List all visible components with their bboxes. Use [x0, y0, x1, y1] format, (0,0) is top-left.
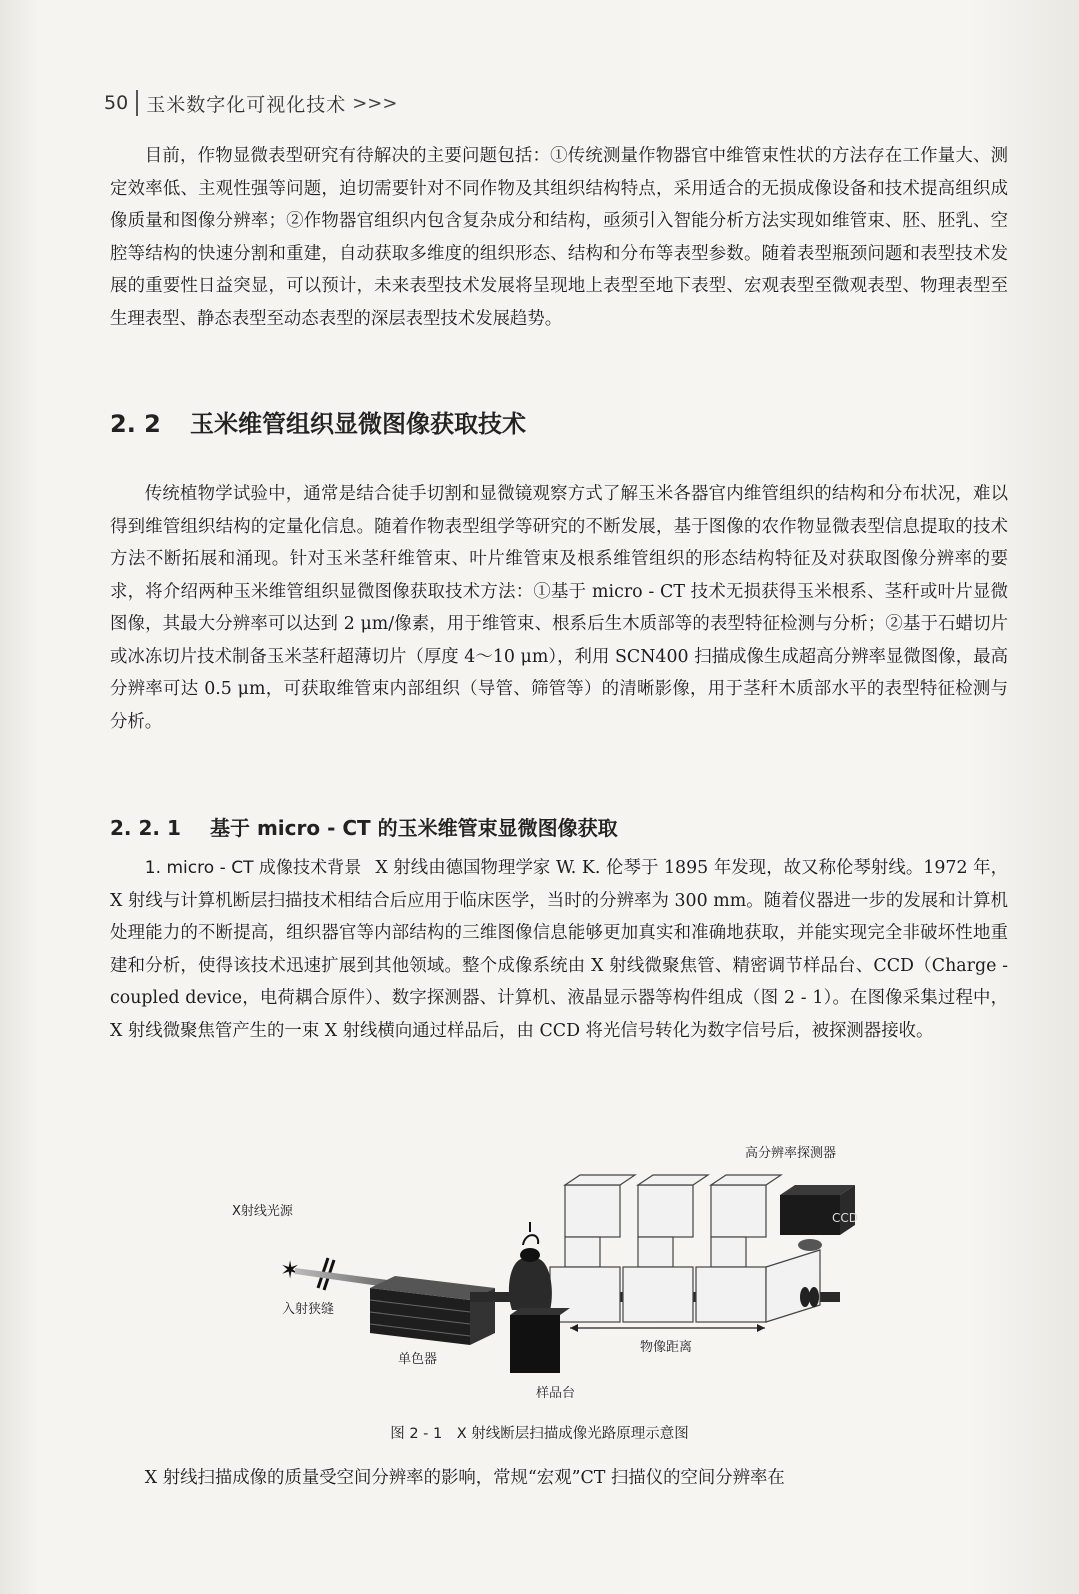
runin-heading: 1. micro - CT 成像技术背景: [144, 858, 362, 878]
label-monochromator: 单色器: [398, 1352, 438, 1367]
book-title: 玉米数字化可视化技术: [146, 93, 347, 116]
xray-ct-diagram: [220, 1140, 880, 1415]
figure-2-1: [220, 1140, 880, 1415]
monochromator-block: [370, 1276, 495, 1345]
label-detector: 高分辨率探测器: [745, 1146, 837, 1161]
image-distance-arrow: [570, 1324, 765, 1332]
sample-holder: [509, 1222, 552, 1310]
subsection-number: 2. 2. 1: [110, 816, 181, 840]
label-xray-source: X射线光源: [232, 1204, 293, 1219]
detector-array: [550, 1175, 820, 1322]
header-divider: [136, 90, 138, 116]
page-number: 50: [104, 92, 129, 114]
section-heading-2-2-1: [110, 812, 618, 841]
section-2-2-1-paragraph: [110, 852, 1008, 1047]
lens: [809, 1287, 819, 1307]
paragraph-body: X 射线由德国物理学家 W. K. 伦琴于 1895 年发现，故又称伦琴射线。1972 年，X 射线与计算机断层扫描技术相结合后应用于临床医学，当时的分辨率为 300 mm。随着仪器进一步的发展和计算机处理能力的不断提高，组织器官等内部结构的三维图像信息能够更加真实和准确地获取，并能实现完全非破坏性地重建和分析，使得该技术迅速扩展到其他领域。整个成像系统由 X 射线微聚焦管、精密调节样品台、CCD（Charge - coupled device，电荷耦合原件）、数字探测器、计算机、液晶显示器等构件组成（图 2 - 1）。在图像采集过程中，X 射线微聚焦管产生的一束 X 射线横向通过样品后，由 CCD 将光信号转化为数字信号后，被探测器接收。: [110, 858, 1008, 1041]
section-number: 2. 2: [110, 410, 161, 438]
svg-text:✶: ✶: [280, 1256, 301, 1284]
label-sample-stage: 样品台: [536, 1386, 576, 1401]
running-header: [104, 88, 1004, 118]
lens: [800, 1287, 810, 1307]
figure-caption: 图 2 - 1 X 射线断层扫描成像光路原理示意图: [390, 1426, 689, 1442]
subsection-title: 基于 micro - CT 的玉米维管束显微图像获取: [210, 816, 618, 840]
section-heading-2-2: [110, 404, 526, 439]
section-title: 玉米维管组织显微图像获取技术: [190, 410, 526, 438]
intro-paragraph: 目前，作物显微表型研究有待解决的主要问题包括：①传统测量作物器官中维管束性状的方法存在工作量大、测定效率低、主观性强等问题，迫切需要针对不同作物及其组织结构特点，采用适合的无损成像设备和技术提高组织成像质量和图像分辨率；②作物器官组织内包含复杂成分和结构，亟须引入智能分析方法实现如维管束、胚、胚乳、空腔等结构的快速分割和重建，自动获取多维度的组织形态、结构和分布等表型参数。随着表型瓶颈问题和表型技术发展的重要性日益突显，可以预计，未来表型技术发展将呈现地上表型至地下表型、宏观表型至微观表型、物理表型至生理表型、静态表型至动态表型的深层表型技术发展趋势。: [110, 146, 1008, 329]
header-chevrons: >>>: [352, 92, 398, 114]
label-slit: 入射狭缝: [282, 1302, 335, 1317]
section-2-2-paragraph: 传统植物学试验中，通常是结合徒手切割和显微镜观察方式了解玉米各器官内维管组织的结构和分布状况，难以得到维管组织结构的定量化信息。随着作物表型组学等研究的不断发展，基于图像的农作物显微表型信息提取的技术方法不断拓展和涌现。针对玉米茎秆维管束、叶片维管束及根系维管组织的形态结构特征及对获取图像分辨率的要求，将介绍两种玉米维管组织显微图像获取技术方法：①基于 micro - CT 技术无损获得玉米根系、茎秆或叶片显微图像，其最大分辨率可以达到 2 μm/像素，用于维管束、根系后生木质部等的表型特征检测与分析；②基于石蜡切片或冰冻切片技术制备玉米茎秆超薄切片（厚度 4～10 μm），利用 SCN400 扫描成像生成超高分辨率显微图像，最高分辨率可达 0.5 μm，可获取维管束内部组织（导管、筛管等）的清晰影像，用于茎秆木质部水平的表型特征检测与分析。: [110, 484, 1008, 732]
label-ccd: CCD: [832, 1211, 858, 1225]
label-image-distance: 物像距离: [640, 1340, 693, 1355]
closing-paragraph: X 射线扫描成像的质量受空间分辨率的影响，常规“宏观”CT 扫描仪的空间分辨率在: [144, 1468, 785, 1488]
